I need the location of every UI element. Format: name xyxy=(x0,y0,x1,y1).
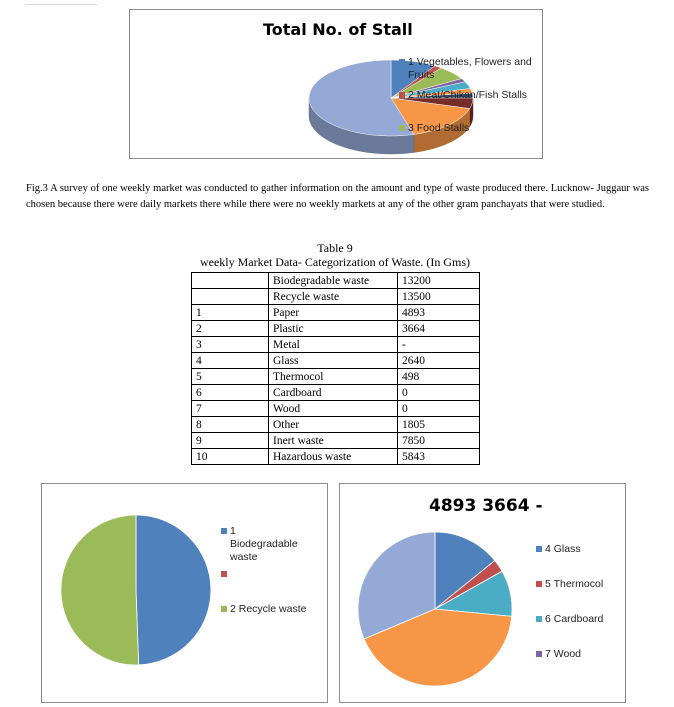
waste-type-cell: Biodegradable waste xyxy=(269,273,398,289)
legend-swatch xyxy=(399,59,405,65)
waste-type-cell: Inert waste xyxy=(269,433,398,449)
row-number-cell: 7 xyxy=(192,401,269,417)
table-row xyxy=(192,385,480,401)
table-row xyxy=(192,337,480,353)
legend-item xyxy=(221,603,316,616)
stall-pie-chart xyxy=(130,10,544,160)
waste-type-slice-2 xyxy=(61,515,139,665)
row-number-cell: 5 xyxy=(192,369,269,385)
legend-item xyxy=(536,613,621,626)
waste-type-cell: Wood xyxy=(269,401,398,417)
legend-item xyxy=(399,89,539,102)
row-number-cell: 3 xyxy=(192,337,269,353)
amount-cell: 13200 xyxy=(398,273,480,289)
legend-label: 6 Cardboard xyxy=(545,613,604,625)
waste-type-cell: Plastic xyxy=(269,321,398,337)
table-row xyxy=(192,369,480,385)
legend-swatch xyxy=(399,92,405,98)
amount-cell: 3664 xyxy=(398,321,480,337)
table-row xyxy=(192,433,480,449)
row-number-cell: 2 xyxy=(192,321,269,337)
waste-type-cell: Glass xyxy=(269,353,398,369)
legend-swatch xyxy=(536,616,542,622)
legend-label: 5 Thermocol xyxy=(545,578,604,590)
recycle-pie-chart xyxy=(340,484,627,704)
waste-type-cell: Cardboard xyxy=(269,385,398,401)
row-number-cell: 1 xyxy=(192,305,269,321)
waste-type-cell: Hazardous waste xyxy=(269,449,398,465)
row-number-cell: 8 xyxy=(192,417,269,433)
row-number-cell: 9 xyxy=(192,433,269,449)
table-title: Table 9 xyxy=(317,241,353,255)
amount-cell: 13500 xyxy=(398,289,480,305)
amount-cell: 5843 xyxy=(398,449,480,465)
table-row xyxy=(192,417,480,433)
waste-table xyxy=(191,272,480,465)
legend-label: 2 Recycle waste xyxy=(230,603,307,615)
table-row xyxy=(192,321,480,337)
waste-type-cell: Other xyxy=(269,417,398,433)
row-number-cell: 6 xyxy=(192,385,269,401)
legend-label: 7 Wood xyxy=(545,648,581,660)
waste-type-chart-frame xyxy=(41,483,328,703)
amount-cell: 2640 xyxy=(398,353,480,369)
row-number-cell xyxy=(192,289,269,305)
waste-type-pie-chart xyxy=(42,484,329,704)
table-row xyxy=(192,273,480,289)
table-row xyxy=(192,289,480,305)
waste-type-cell: Metal xyxy=(269,337,398,353)
waste-type-cell: Thermocol xyxy=(269,369,398,385)
table-row xyxy=(192,353,480,369)
amount-cell: 0 xyxy=(398,401,480,417)
legend-label: 1 Vegetables, Flowers and Fruits xyxy=(408,56,532,81)
waste-type-cell: Recycle waste xyxy=(269,289,398,305)
amount-cell: 1805 xyxy=(398,417,480,433)
recycle-chart-frame xyxy=(339,483,626,703)
legend-label: 1 Biodegradable waste xyxy=(230,525,298,563)
table-row xyxy=(192,401,480,417)
recycle-chart-title: 4893 3664 - xyxy=(429,496,543,516)
waste-type-slice-1 xyxy=(136,515,211,665)
stall-chart-title: Total No. of Stall xyxy=(263,20,413,39)
legend-item xyxy=(399,56,539,82)
legend-label: 2 Meat/Chikan/Fish Stalls xyxy=(408,89,528,101)
legend-item xyxy=(536,648,621,661)
legend-swatch xyxy=(221,571,227,577)
row-number-cell xyxy=(192,273,269,289)
table-row xyxy=(192,305,480,321)
amount-cell: - xyxy=(398,337,480,353)
legend-item xyxy=(536,578,621,591)
legend-label: 4 Glass xyxy=(545,543,581,555)
amount-cell: 4893 xyxy=(398,305,480,321)
stall-chart-frame xyxy=(129,9,543,159)
legend-item xyxy=(536,543,621,556)
legend-swatch xyxy=(536,651,542,657)
amount-cell: 0 xyxy=(398,385,480,401)
legend-item xyxy=(221,525,316,564)
table-row xyxy=(192,449,480,465)
page-top-fragment xyxy=(25,0,97,5)
legend-swatch xyxy=(221,606,227,612)
table-subtitle: weekly Market Data- Categorization of Waste. (In Gms) xyxy=(199,255,471,269)
waste-type-cell: Paper xyxy=(269,305,398,321)
row-number-cell: 10 xyxy=(192,449,269,465)
legend-swatch xyxy=(536,581,542,587)
legend-swatch xyxy=(536,546,542,552)
legend-swatch xyxy=(399,125,405,131)
legend-label: 3 Food Stalls xyxy=(408,122,470,134)
amount-cell: 498 xyxy=(398,369,480,385)
figure-caption: Fig.3 A survey of one weekly market was conducted to gather information on the amount and type of waste produced there. Lucknow- Juggaur was chosen because there were daily markets there while there were no weekly markets at any of the other gram panchayats that were studied. xyxy=(26,183,649,210)
row-number-cell: 4 xyxy=(192,353,269,369)
legend-swatch xyxy=(221,528,227,534)
legend-item xyxy=(399,122,539,135)
amount-cell: 7850 xyxy=(398,433,480,449)
